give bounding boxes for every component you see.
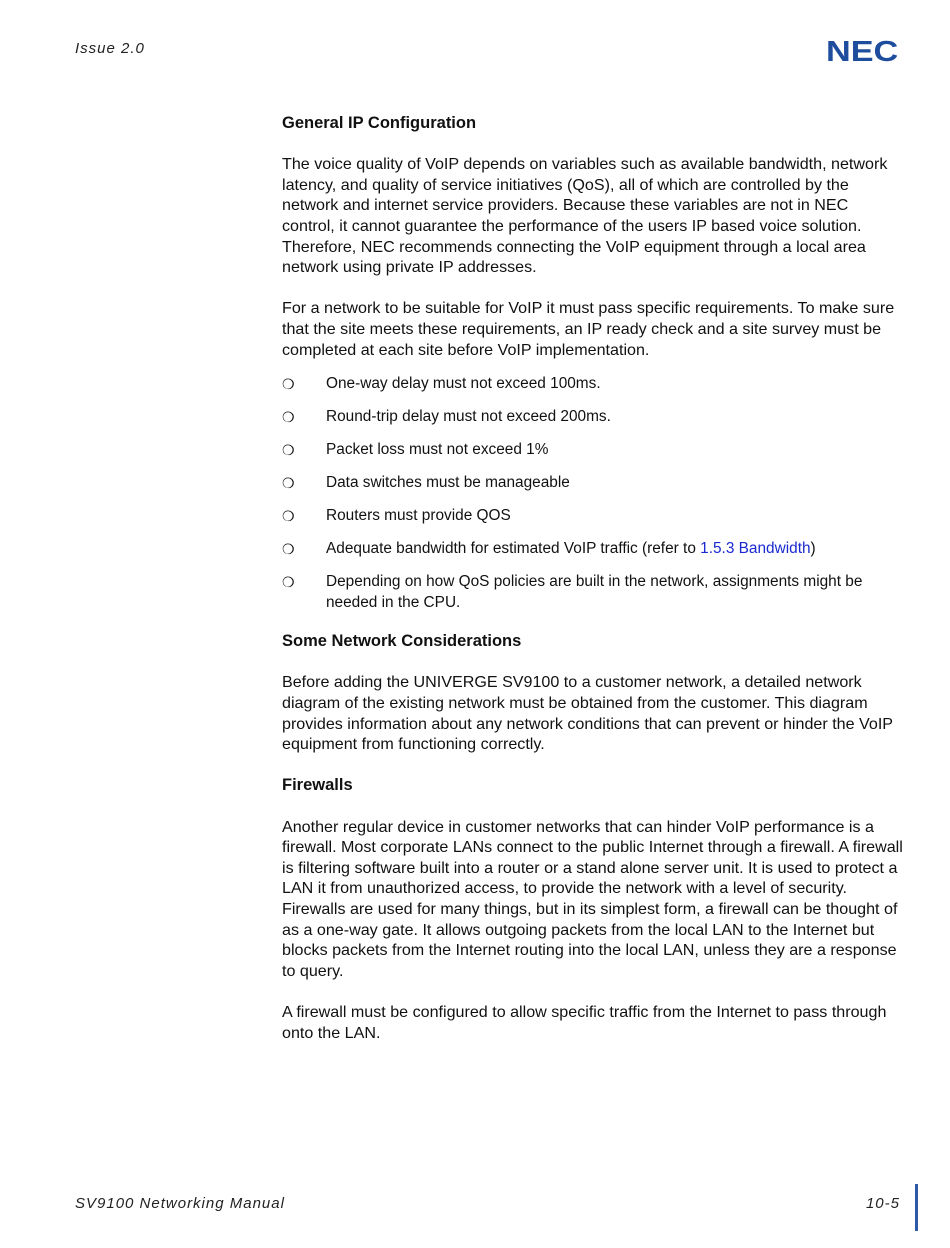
page-content xyxy=(282,113,904,1043)
circle-bullet-icon: ❍ xyxy=(282,475,295,492)
manual-title: SV9100 Networking Manual xyxy=(75,1195,285,1212)
list-item-text: One-way delay must not exceed 100ms. xyxy=(326,375,601,393)
list-item-text: Routers must provide QOS xyxy=(326,507,511,525)
requirements-list xyxy=(282,374,904,613)
section-title-general-ip: General IP Configuration xyxy=(282,114,477,132)
list-item xyxy=(282,407,904,428)
circle-bullet-icon: ❍ xyxy=(282,574,295,591)
list-item-text: Depending on how QoS policies are built in the network, assignments might be needed in the CPU. xyxy=(326,573,863,611)
circle-bullet-icon: ❍ xyxy=(282,409,295,426)
footer-accent-bar xyxy=(915,1184,918,1231)
section-title-firewalls: Firewalls xyxy=(282,776,353,795)
list-item xyxy=(282,473,904,494)
section-title-network-considerations: Some Network Considerations xyxy=(282,632,522,651)
circle-bullet-icon: ❍ xyxy=(282,442,295,459)
paragraph: Another regular device in customer networks that can hinder VoIP performance is a firewall. Most corporate LANs connect to the public Internet through a firewall. A firewall is filtering software built into a router or a stand alone server unit. It is used to protect a LAN it from unauthorized access, to provide the network with a level of security. Firewalls are used for many things, but in its simplest form, a firewall can be thought of as a one-way gate. It allows outgoing packets from the local LAN to the Internet but blocks packets from the Internet routing into the local LAN, unless they are a response to query. xyxy=(282,817,903,980)
list-item-text: Data switches must be manageable xyxy=(326,474,570,492)
page-number: 10-5 xyxy=(865,1195,900,1212)
circle-bullet-icon: ❍ xyxy=(282,541,295,558)
list-item xyxy=(282,374,904,395)
circle-bullet-icon: ❍ xyxy=(282,376,295,393)
issue-label: Issue 2.0 xyxy=(75,40,145,57)
list-item-text-end: ) xyxy=(810,540,816,558)
list-item xyxy=(282,440,904,461)
list-item-text: Packet loss must not exceed 1% xyxy=(326,441,549,459)
paragraph: A firewall must be configured to allow specific traffic from the Internet to pass through onto the LAN. xyxy=(282,1002,887,1042)
paragraph: For a network to be suitable for VoIP it must pass specific requirements. To make sure that the site meets these requirements, an IP ready check and a site survey must be completed at each site before VoIP implementation. xyxy=(282,299,895,359)
bandwidth-link[interactable]: 1.5.3 Bandwidth xyxy=(700,540,811,558)
list-item-text: Round-trip delay must not exceed 200ms. xyxy=(326,408,611,426)
list-item-text: Adequate bandwidth for estimated VoIP traffic (refer to xyxy=(326,540,701,558)
list-item xyxy=(282,539,904,560)
circle-bullet-icon: ❍ xyxy=(282,508,295,525)
list-item xyxy=(282,572,904,613)
list-item xyxy=(282,506,904,527)
paragraph: Before adding the UNIVERGE SV9100 to a customer network, a detailed network diagram of the existing network must be obtained from the customer. This diagram provides information about any network conditions that can prevent or hinder the VoIP equipment from functioning correctly. xyxy=(282,673,893,754)
nec-logo: NEC xyxy=(826,36,899,68)
paragraph: The voice quality of VoIP depends on variables such as available bandwidth, network latency, and quality of service initiatives (QoS), all of which are controlled by the network and internet service providers. Because these variables are not in NEC control, it cannot guarantee the performance of the users IP based voice solution. Therefore, NEC recommends connecting the VoIP equipment through a local area network using private IP addresses. xyxy=(282,155,888,277)
